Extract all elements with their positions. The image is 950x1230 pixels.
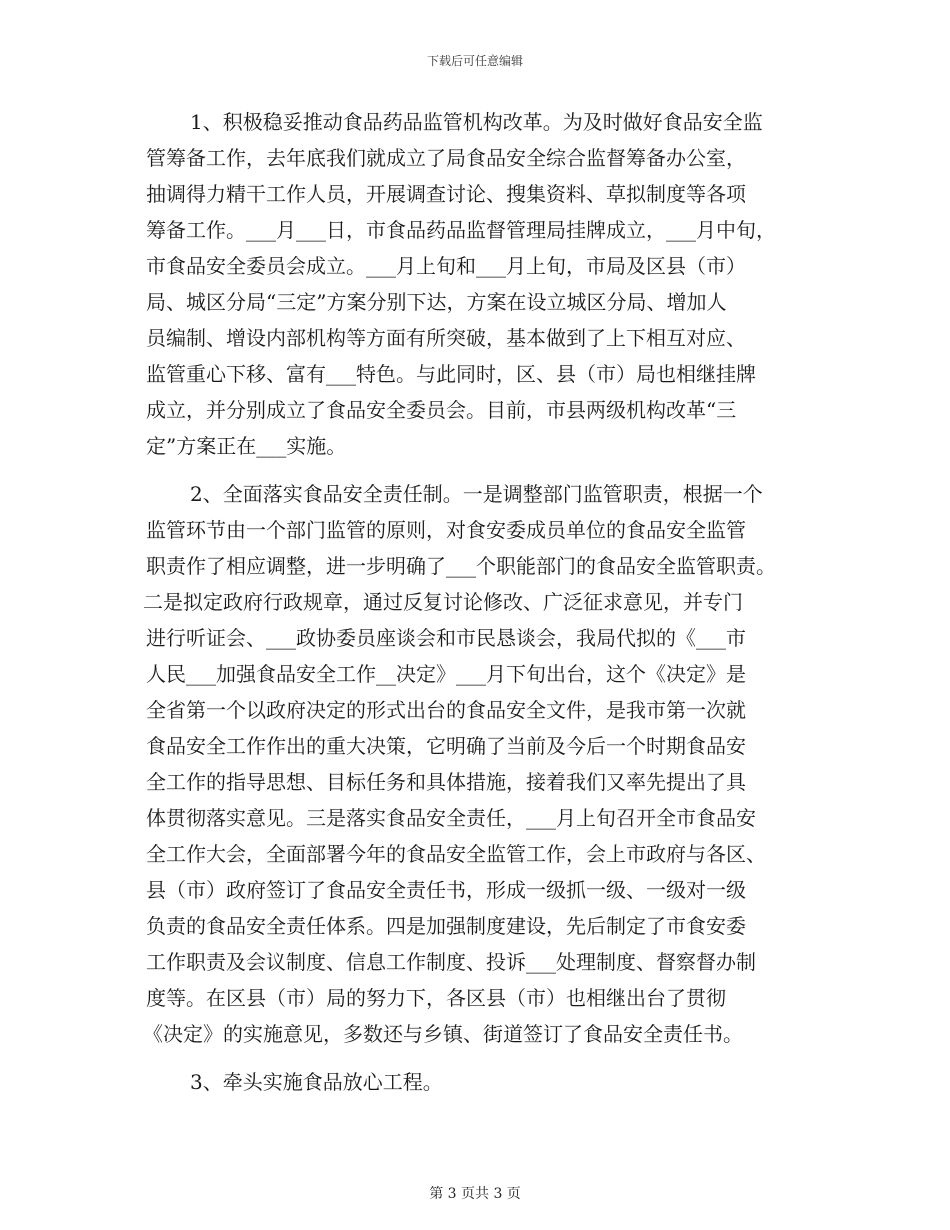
- text-line: 县（市）政府签订了食品安全责任书，形成一级抓一级、一级对一级: [146, 878, 746, 902]
- text-line: 进行听证会、___政协委员座谈会和市民恳谈会，我局代拟的《___市: [146, 626, 746, 650]
- text-line: 全工作的指导思想、目标任务和具体措施，接着我们又率先提出了具: [146, 770, 746, 794]
- text-line: 定”方案正在___实施。: [146, 434, 347, 458]
- text-line: 监管环节由一个部门监管的原则，对食安委成员单位的食品安全监管: [146, 518, 746, 542]
- text-line: 二是拟定政府行政规章，通过反复讨论修改、广泛征求意见，并专门: [143, 590, 743, 614]
- text-line: 体贯彻落实意见。三是落实食品安全责任，___月上旬召开全市食品安: [146, 806, 756, 830]
- text-line: 1、积极稳妥推动食品药品监管机构改革。为及时做好食品安全监: [190, 110, 763, 134]
- text-line: 2、全面落实食品安全责任制。一是调整部门监管职责，根据一个: [190, 482, 763, 506]
- text-line: 抽调得力精干工作人员，开展调查讨论、搜集资料、草拟制度等各项: [146, 182, 746, 206]
- text-line: 食品安全工作作出的重大决策，它明确了当前及今后一个时期食品安: [146, 734, 746, 758]
- text-line: 监管重心下移、富有___特色。与此同时，区、县（市）局也相继挂牌: [146, 362, 756, 386]
- text-line: 成立，并分别成立了食品安全委员会。目前，市县两级机构改革“三: [146, 398, 737, 422]
- text-line: 工作职责及会议制度、信息工作制度、投诉___处理制度、督察督办制: [146, 950, 756, 974]
- text-line: 人民___加强食品安全工作__决定》___月下旬出台，这个《决定》是: [146, 662, 746, 686]
- text-line: 筹备工作。___月___日，市食品药品监督管理局挂牌成立，___月中旬，: [146, 218, 776, 242]
- text-line: 全省第一个以政府决定的形式出台的食品安全文件，是我市第一次就: [146, 698, 746, 722]
- text-line: 负责的食品安全责任体系。四是加强制度建设，先后制定了市食安委: [146, 914, 746, 938]
- text-line: 管筹备工作，去年底我们就成立了局食品安全综合监督筹备办公室，: [146, 146, 746, 170]
- text-line: 全工作大会，全面部署今年的食品安全监管工作，会上市政府与各区、: [146, 842, 766, 866]
- text-line: 局、城区分局“三定”方案分别下达，方案在设立城区分局、增加人: [146, 290, 727, 314]
- page-header: 下载后可任意编辑: [426, 54, 523, 68]
- text-line: 职责作了相应调整，进一步明确了___个职能部门的食品安全监管职责。: [146, 554, 776, 578]
- text-line: 员编制、增设内部机构等方面有所突破，基本做到了上下相互对应、: [146, 326, 746, 350]
- text-line: 市食品安全委员会成立。___月上旬和___月上旬，市局及区县（市）: [146, 254, 746, 278]
- page-footer: 第 3 页共 3 页: [429, 1186, 521, 1202]
- text-line: 度等。在区县（市）局的努力下，各区县（市）也相继出台了贯彻: [146, 986, 726, 1010]
- text-line: 3、牵头实施食品放心工程。: [190, 1070, 443, 1094]
- text-line: 《决定》的实施意见，多数还与乡镇、街道签订了食品安全责任书。: [143, 1022, 743, 1046]
